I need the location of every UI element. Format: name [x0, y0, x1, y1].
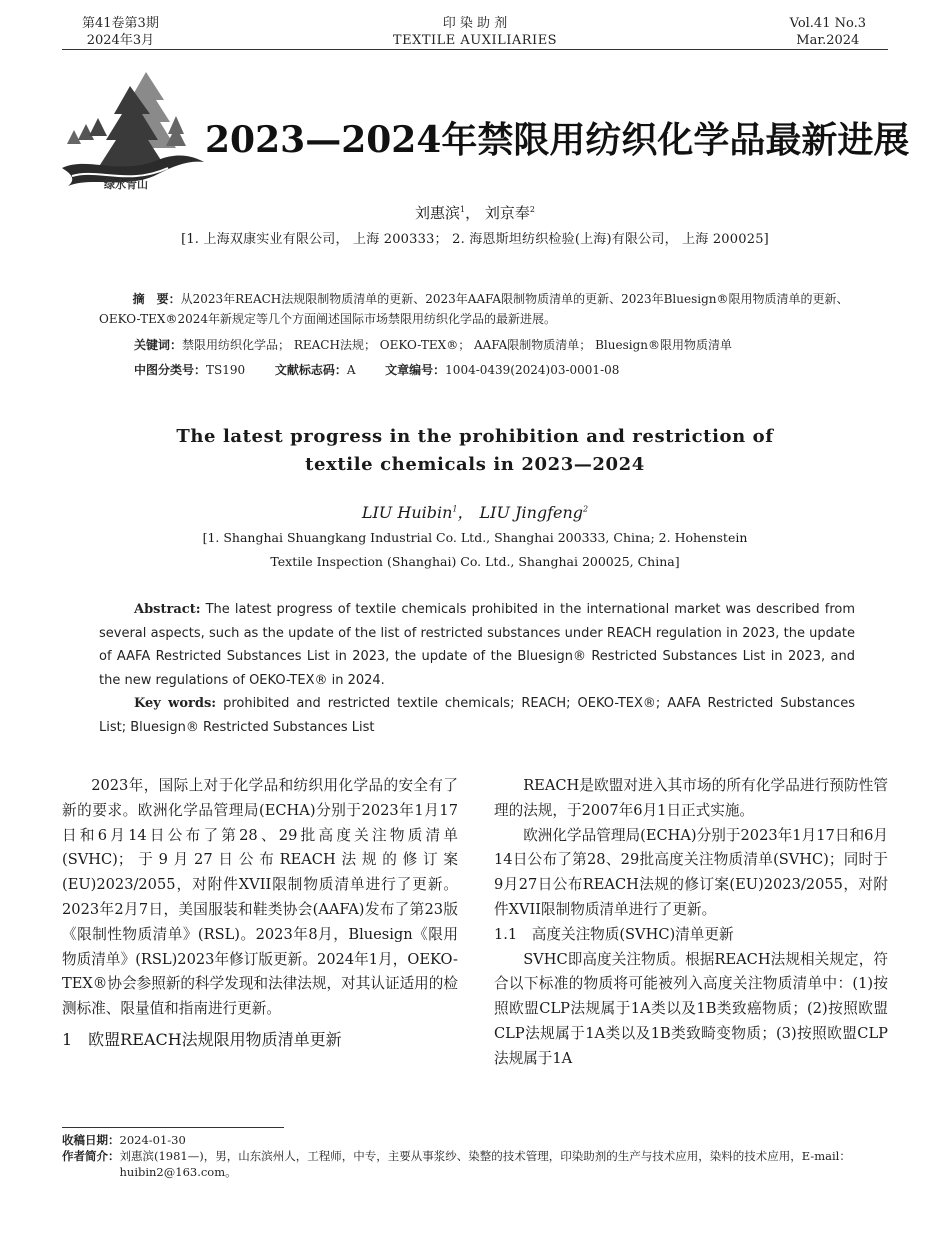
received-date-line	[62, 1132, 888, 1148]
svhc-paragraph: SVHC即高度关注物质。根据REACH法规相关规定，符合以下标准的物质将可能被列入高度关注物质清单中：(1)按照欧盟CLP法规属于1A类以及1B类致癌物质；(2)按照欧盟CLP法规属于1A类以及1B类致畸变物质；(3)按照欧盟CLP法规属于1A	[494, 950, 888, 1067]
received-date-value: 2024-01-30	[119, 1133, 186, 1147]
issue-date: 2024年3月	[86, 33, 155, 48]
left-column	[62, 774, 458, 1061]
affiliation-en-line-2: Textile Inspection (Shanghai) Co. Ltd., Shanghai 200025, China]	[270, 554, 680, 569]
keywords-cn-text: 禁限用纺织化学品； REACH法规； OEKO-TEX®； AAFA限制物质清单； Bluesign®限用物质清单	[182, 338, 733, 352]
keywords-cn	[134, 335, 856, 355]
author-1: 刘惠滨	[415, 204, 461, 222]
section-1-heading: 1 欧盟REACH法规限用物质清单更新	[62, 1029, 342, 1049]
header-divider	[62, 49, 888, 50]
intro-paragraph: 2023年，国际上对于化学品和纺织用化学品的安全有了新的要求。欧洲化学品管理局(ECHA)分别于2023年1月17日和6月14日公布了第28、29批高度关注物质清单(SVHC)；于9月27日公布REACH法规的修订案(EU)2023/2055，对附件XVII限制物质清单进行了更新。2023年2月7日，美国服装和鞋类协会(AAFA)发布了第23版《限制性物质清单》(RSL)。2023年8月，Bluesign《限用物质清单》(RSL)2023年修订版更新。2024年1月，OEKO-TEX®协会参照新的科学发现和法律法规，对其认证适用的检测标准、限量值和指南进行更新。	[62, 777, 458, 1018]
footnote-divider	[62, 1127, 284, 1128]
keywords-cn-label: 关键词：	[134, 338, 183, 352]
english-title	[0, 423, 950, 479]
logo-caption: 绿水青山	[104, 178, 148, 191]
author-bio-text: 刘惠滨(1981—)，男，山东滨州人，工程师，中专，主要从事浆纱、染整的技术管理，印染助剂的生产与技术应用，染料的技术应用，E-mail：huibin2@163.com。	[119, 1149, 851, 1179]
abstract-cn-text: 从2023年REACH法规限制物质清单的更新、2023年AAFA限制物质清单的更新、2023年Bluesign®限用物质清单的更新、OEKO-TEX®2024年新规定等几个方面阐述国际市场禁限用纺织化学品的最新进展。	[99, 292, 849, 326]
keywords-en	[99, 692, 855, 739]
author-bio-label: 作者简介：	[62, 1149, 120, 1163]
author-en-1-affil: 1	[452, 504, 458, 514]
article-number-label: 文章编号：	[385, 363, 446, 377]
abstract-en-paragraph	[99, 598, 855, 692]
volume-issue-en: Vol.41 No.3	[789, 16, 866, 31]
right-column	[494, 774, 888, 1072]
abstract-en-label: Abstract:	[134, 602, 201, 617]
issue-date-en: Mar.2024	[796, 33, 860, 48]
classification-line	[134, 360, 856, 380]
column-logo	[58, 64, 208, 194]
author-bio-line	[62, 1148, 888, 1180]
journal-name-en: TEXTILE AUXILIARIES	[392, 33, 558, 48]
author-separator: ，	[465, 204, 485, 222]
abstract-cn-label: 摘 要：	[132, 292, 181, 306]
author-en-2-affil: 2	[583, 504, 589, 514]
author-en-2: LIU Jingfeng	[479, 503, 584, 522]
article-number-value: 1004-0439(2024)03-0001-08	[445, 363, 620, 377]
abstract-en-text: The latest progress of textile chemicals prohibited in the international market was described from several aspects, such as the update of the list of restricted substances under REACH regulation in 2023, the update of AAFA Restricted Substances List in 2023, the update of the Bluesign® Restricted Substances List in 2023, and the new regulations of OEKO-TEX® in 2024.	[99, 602, 855, 688]
doc-code-value: A	[346, 363, 356, 377]
author-2: 刘京奉	[484, 204, 530, 222]
author-1-affil: 1	[460, 205, 466, 214]
keywords-en-label: Key words:	[134, 696, 217, 712]
section-1-1-heading: 1.1 高度关注物质(SVHC)清单更新	[494, 925, 734, 943]
footnote	[62, 1132, 888, 1180]
journal-name-cn: 印 染 助 剂	[442, 16, 508, 31]
reach-intro-paragraph: REACH是欧盟对进入其市场的所有化学品进行预防性管理的法规，于2007年6月1日正式实施。	[494, 777, 888, 819]
author-en-separator: ，	[457, 503, 474, 522]
doc-code-label: 文献标志码：	[274, 363, 347, 377]
english-title-line-1: The latest progress in the prohibition and restriction of	[176, 426, 774, 447]
clc-value: TS190	[206, 363, 246, 377]
paper-title: 2023—2024年禁限用纺织化学品最新进展	[205, 119, 910, 161]
volume-issue: 第41卷第3期	[82, 16, 159, 31]
pine-trees-icon	[58, 64, 208, 194]
authors-en	[0, 500, 950, 523]
english-title-line-2: textile chemicals in 2023—2024	[305, 454, 645, 475]
author-2-affil: 2	[529, 205, 535, 214]
affiliation-cn: [1. 上海双康实业有限公司， 上海 200333； 2. 海恩斯坦纺织检验(上海)有限公司， 上海 200025]	[181, 232, 769, 247]
affiliation-en-line-1: [1. Shanghai Shuangkang Industrial Co. Ltd., Shanghai 200333, China; 2. Hohenstein	[202, 530, 748, 545]
received-date-label: 收稿日期：	[62, 1133, 120, 1147]
author-en-1: LIU Huibin	[361, 503, 453, 522]
abstract-en	[99, 598, 855, 740]
echa-update-paragraph: 欧洲化学品管理局(ECHA)分别于2023年1月17日和6月14日公布了第28、29批高度关注物质清单(SVHC)；同时于9月27日公布REACH法规的修订案(EU)2023/2055，对附件XVII限制物质清单进行了更新。	[494, 826, 888, 918]
header-right	[790, 15, 866, 49]
affiliation-en	[0, 526, 950, 574]
keywords-en-text: prohibited and restricted textile chemicals; REACH; OEKO-TEX®; AAFA Restricted Substances List; Bluesign® Restricted Substances List	[99, 696, 855, 735]
clc-label: 中图分类号：	[134, 363, 207, 377]
abstract-cn	[99, 289, 856, 329]
authors-cn	[0, 202, 950, 223]
